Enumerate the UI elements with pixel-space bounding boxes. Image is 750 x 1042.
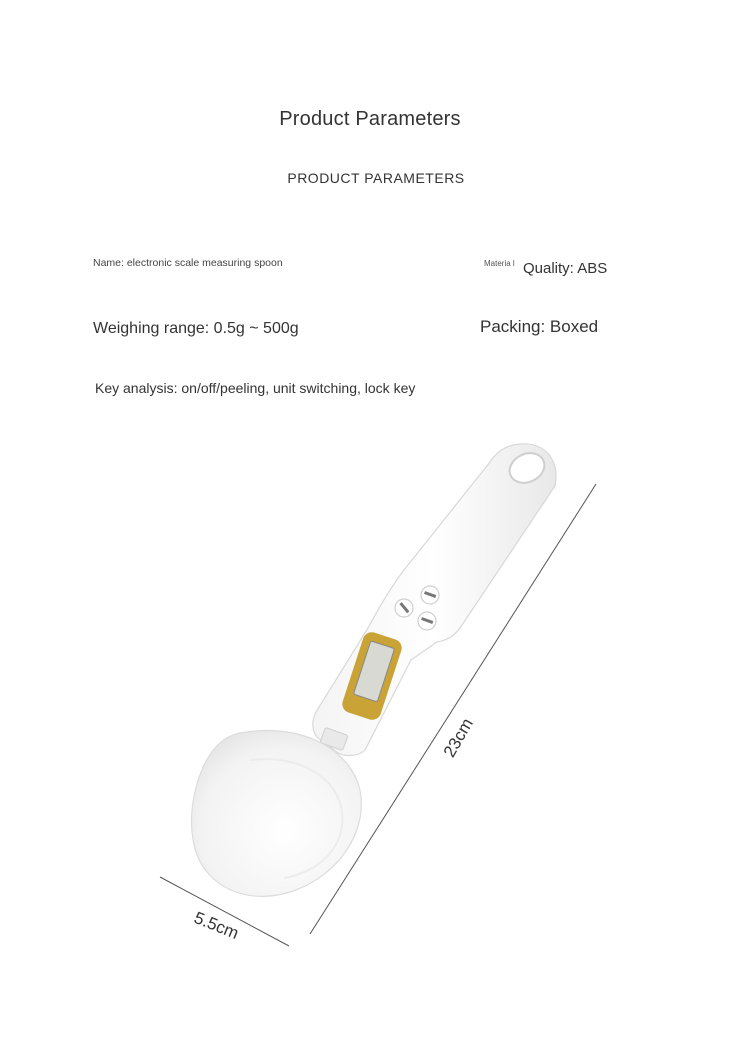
spoon-scale-illustration — [0, 420, 750, 980]
param-weighing-range: Weighing range: 0.5g ~ 500g — [93, 320, 299, 337]
page-subtitle: PRODUCT PARAMETERS — [287, 170, 465, 186]
param-key-analysis: Key analysis: on/off/peeling, unit switching, lock key — [95, 380, 416, 396]
param-material-quality: Quality: ABS — [523, 260, 608, 277]
param-material-prefix: Materia l — [484, 259, 515, 268]
page-title: Product Parameters — [279, 108, 461, 130]
spoon-bowl — [192, 730, 362, 896]
length-dimension-label: 23cm — [439, 714, 477, 761]
param-packing: Packing: Boxed — [480, 317, 599, 336]
param-name: Name: electronic scale measuring spoon — [93, 257, 283, 269]
width-dimension-label: 5.5cm — [191, 908, 242, 944]
